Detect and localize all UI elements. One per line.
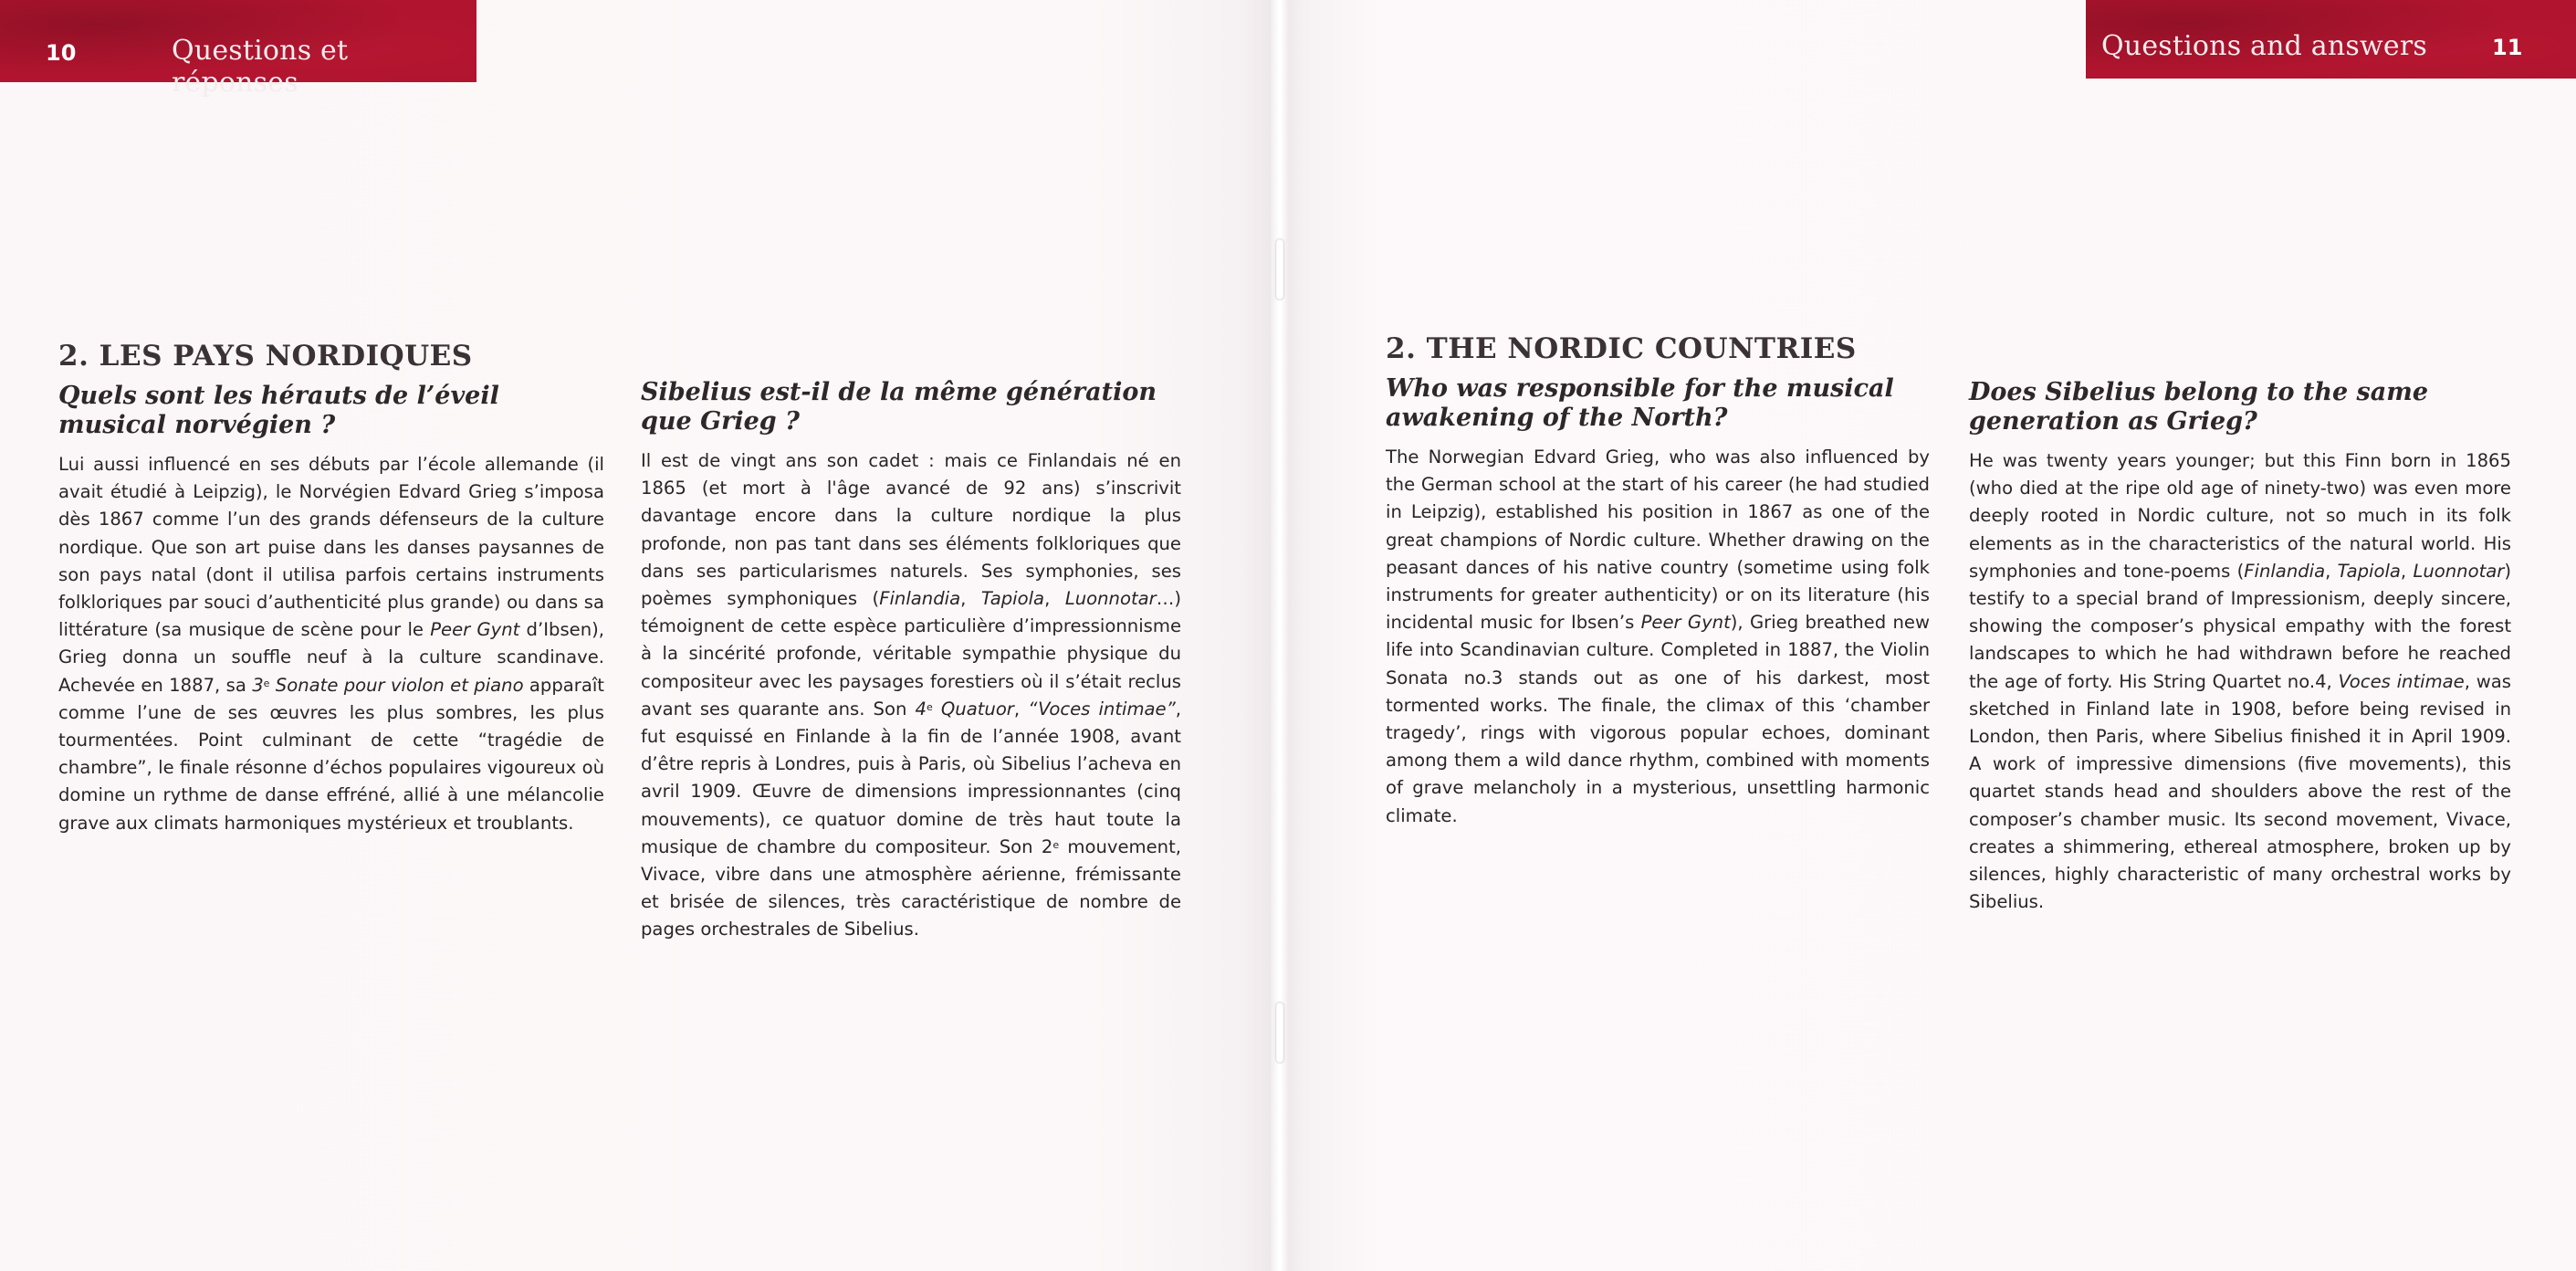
header-title-left: Questions et réponses <box>172 35 349 99</box>
question-fr-2: Sibelius est-il de la même génération que Grieg ? <box>641 378 1157 436</box>
italic-run: Tapiola <box>980 588 1045 610</box>
question-en-2: Does Sibelius belong to the same generation as Grieg? <box>1969 378 2428 436</box>
book-spine <box>1271 0 1289 1271</box>
italic-run: Peer Gynt <box>430 619 520 641</box>
right-column-1 <box>1386 332 1930 830</box>
superscript-run: e <box>926 700 933 713</box>
italic-run: 3 <box>252 674 264 696</box>
italic-run: Peer Gynt <box>1640 612 1731 634</box>
italic-run: Finlandia <box>879 588 961 610</box>
italic-run: Sonate pour violon et piano <box>269 674 524 696</box>
italic-run: Quatuor <box>932 698 1014 720</box>
header-title-right: Questions and answers <box>2101 30 2427 62</box>
question-fr-1: Quels sont les hérauts de l’éveil musical norvégien ? <box>58 382 499 439</box>
section-heading-fr: 2. LES PAYS NORDIQUES <box>58 340 473 373</box>
italic-run: Luonnotar <box>1064 588 1157 610</box>
staple-bottom <box>1276 1003 1283 1063</box>
staple-top <box>1276 239 1283 299</box>
section-heading-en: 2. THE NORDIC COUNTRIES <box>1386 332 1857 365</box>
left-column-1 <box>58 340 604 837</box>
italic-run: 4 <box>915 698 927 720</box>
page-number-right: 11 <box>2492 35 2523 60</box>
italic-run: “Voces intimae” <box>1028 698 1176 720</box>
italic-run: Luonnotar <box>2413 560 2505 582</box>
superscript-run: e <box>263 677 270 689</box>
italic-run: Voces intimae <box>2338 670 2465 692</box>
left-column-2 <box>641 378 1181 944</box>
answer-fr-1: Lui aussi influencé en ses débuts par l’école allemande (il avait étudié à Leipzig), le Norvégien Edvard Grieg s’imposa dès 1867 comme l’un des grands défenseurs de la culture nordique. Que son art puise dans les danses paysannes de son pays natal (dont il utilisa parfois certains instruments folkloriques par souci d’authenticité plus grande) ou dans sa littérature (sa musique de scène pour le Peer Gynt d’Ibsen), Grieg donna un souffle neuf à la culture scandinave. Achevée en 1887, sa 3e Sonate pour violon et piano apparaît comme l’une de ses œuvres les plus sombres, les plus tourmentées. Point culminant de cette “tragédie de chambre”, le finale résonne d’échos populaires vigoureux où domine un rythme de danse effréné, allié à une mélancolie grave aux climats harmoniques mystérieux et troublants. <box>58 454 604 834</box>
left-header-bar <box>0 0 476 99</box>
question-en-1: Who was responsible for the musical awakening of the North? <box>1386 374 1894 432</box>
answer-fr-2: Il est de vingt ans son cadet : mais ce Finlandais né en 1865 (et mort à l'âge avancé de 92 ans) s’inscrivit davantage encore dans la culture nordique la plus profonde, non pas tant dans ses éléments folkloriques que dans ses particularismes naturels. Ses symphonies, ses poèmes symphoniques (Finlandia, Tapiola, Luonnotar…) témoignent de cette espèce particulière d’impressionnisme à la sincérité profonde, véritable sympathie physique du compositeur avec les paysages forestiers où il s’était reclus avant ses quarante ans. Son 4e Quatuor, “Voces intimae”, fut esquissé en Finlande à la fin de l’année 1908, avant d’être repris à Londres, puis à Paris, où Sibelius l’acheva en avril 1909. Œuvre de dimensions impressionnantes (cinq mouvements), ce quatuor domine de très haut toute la musique de chambre du compositeur. Son 2e mouvement, Vivace, vibre dans une atmosphère aérienne, frémissante et brisée de silences, très caractéristique de nombre de pages orchestrales de Sibelius. <box>641 450 1182 940</box>
italic-run: Finlandia <box>2244 560 2326 582</box>
page-number-left: 10 <box>46 40 77 66</box>
italic-run: Tapiola <box>2337 560 2401 582</box>
right-column-2 <box>1969 378 2511 916</box>
answer-en-2: He was twenty years younger; but this Finn born in 1865 (who died at the ripe old age of ninety-two) was even more deeply rooted in Nordic culture, not so much in its folk elements as in the characteristics of the natural world. His symphonies and tone-poems (Finlandia, Tapiola, Luonnotar) testify to a special brand of Impressionism, deeply sincere, showing the composer’s physical empathy with the forest landscapes to which he had withdrawn before he reached the age of forty. His String Quartet no.4, Voces intimae, was sketched in Finland late in 1908, before being revised in London, then Paris, where Sibelius finished it in April 1909. A work of impressive dimensions (five movements), this quartet stands head and shoulders above the rest of the composer’s chamber music. Its second movement, Vivace, creates a shimmering, ethereal atmosphere, broken up by silences, highly characteristic of many orchestral works by Sibelius. <box>1969 450 2511 913</box>
superscript-run: e <box>1052 838 1060 851</box>
answer-en-1: The Norwegian Edvard Grieg, who was also influenced by the German school at the start of his career (he had studied in Leipzig), established his position in 1867 as one of the great champions of Nordic culture. Whether drawing on the peasant dances of his native country (sometime using folk instruments for greater authenticity) or on its literature (his incidental music for Ibsen’s Peer Gynt), Grieg breathed new life into Scandinavian culture. Completed in 1887, the Violin Sonata no.3 stands out as one of his darkest, most tormented works. The finale, the climax of this ‘chamber tragedy’, rings with vigorous popular echoes, dominant among them a wild dance rhythm, combined with moments of grave melancholy in a mysterious, unsettling harmonic climate. <box>1386 446 1930 826</box>
